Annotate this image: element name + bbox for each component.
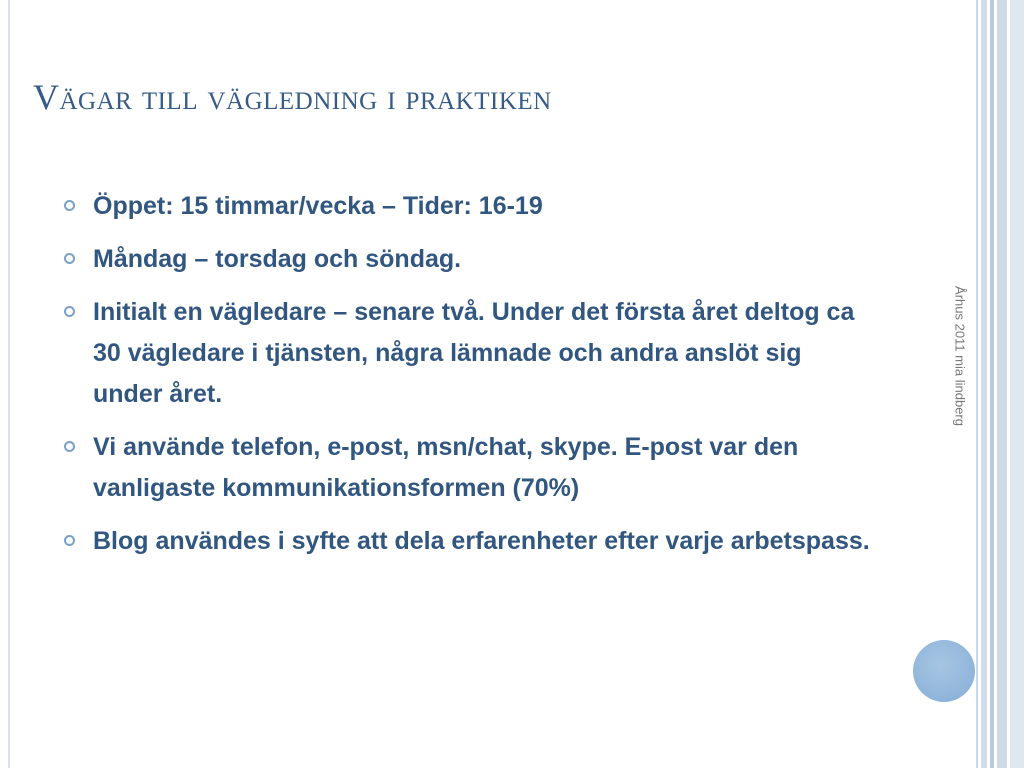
left-frame-line — [8, 0, 10, 768]
right-stripe — [976, 0, 978, 768]
ring-bullet-icon — [64, 306, 75, 317]
right-stripe — [997, 0, 1007, 768]
bullet-text: Måndag – torsdag och söndag. — [93, 245, 462, 273]
bullet-list — [62, 186, 877, 574]
right-stripe — [981, 0, 987, 768]
right-stripe — [1010, 0, 1024, 768]
bullet-text: Initialt en vägledare – senare två. Under det första året deltog ca 30 vägledare i tjänsten, några lämnade och andra anslöt sig under året. — [93, 298, 855, 408]
ring-bullet-icon — [64, 253, 75, 264]
right-stripe — [990, 0, 994, 768]
bullet-item — [62, 186, 877, 227]
bullet-item — [62, 427, 877, 509]
bullet-text: Vi använde telefon, e-post, msn/chat, skype. E-post var den vanligaste kommunikationsformen (70%) — [93, 433, 799, 502]
bullet-item — [62, 521, 877, 562]
bullet-item — [62, 239, 877, 280]
bullet-text: Öppet: 15 timmar/vecka – Tider: 16-19 — [93, 192, 543, 220]
circle-decoration — [913, 640, 975, 702]
side-footer-note: Århus 2011 mia lindberg — [952, 286, 968, 426]
ring-bullet-icon — [64, 441, 75, 452]
slide-title: Vägar till vägledning i praktiken — [33, 77, 552, 117]
bullet-item — [62, 292, 877, 415]
bullet-text: Blog användes i syfte att dela erfarenheter efter varje arbetspass. — [93, 527, 870, 555]
ring-bullet-icon — [64, 535, 75, 546]
ring-bullet-icon — [64, 200, 75, 211]
